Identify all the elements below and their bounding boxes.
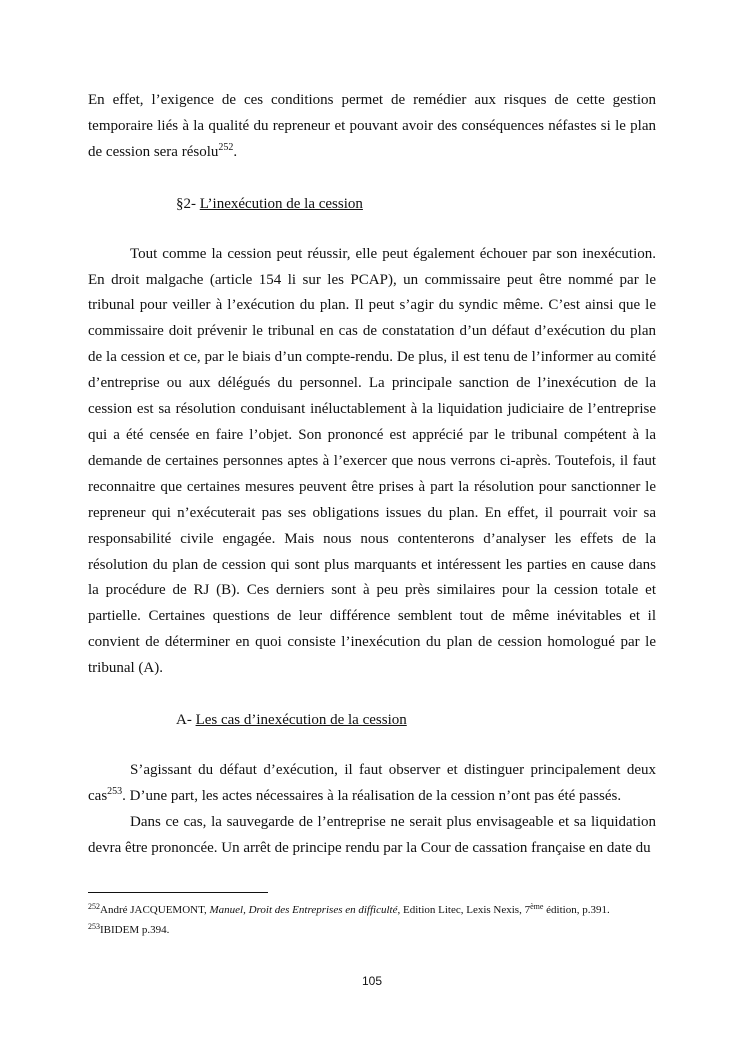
subsection-heading-title: Les cas d’inexécution de la cession <box>195 712 407 729</box>
footnotes <box>88 900 656 940</box>
paragraph-cases-before: S’agissant du défaut d’exécution, il faut observer et distinguer principalement deux cas <box>88 761 656 804</box>
footnote-edition-sup: ème <box>530 902 544 911</box>
footnote-252 <box>88 900 656 920</box>
footnote-rest: édition, p.391. <box>543 904 610 916</box>
footnote-author: André JACQUEMONT, <box>100 904 210 916</box>
subsection-heading-prefix: A- <box>176 712 196 729</box>
footnote-ref-252[interactable]: 252 <box>218 141 234 153</box>
footnote-text: IBIDEM p.394. <box>100 924 170 936</box>
paragraph-intro <box>88 88 656 166</box>
section-heading-prefix: §2- <box>176 195 200 212</box>
paragraph-cases <box>88 758 656 810</box>
paragraph-intro-text: En effet, l’exigence de ces conditions permet de remédier aux risques de cette gestion temporaire liés à la qualité du repreneur et pouvant avoir des conséquences néfastes si le plan de cession sera résolu <box>88 92 656 160</box>
footnote-separator <box>88 892 268 893</box>
paragraph-main: Tout comme la cession peut réussir, elle peut également échouer par son inexécution. En droit malgache (article 154 li sur les PCAP), un commissaire peut être nommé par le tribunal pour veiller à l’exécution du plan. Il peut s’agir du syndic même. C’est ainsi que le commissaire doit prévenir le tribunal en cas de constatation d’un défaut d’exécution du plan de la cession et ce, par le biais d’un compte-rendu. De plus, il est tenu de l’informer au comité d’entreprise ou aux délégués du personnel. La principale sanction de l’inexécution de la cession est sa résolution conduisant inéluctablement à la liquidation judiciaire de l’entreprise qui a été censée en faire l’objet. Son prononcé est apprécié par le tribunal compétent à la demande de certaines personnes aptes à l’exercer que nous verrons ci-après. Toutefois, il faut reconnaitre que certaines mesures peuvent être prises à part la résolution pour sanctionner le repreneur qui n’exécuterait pas ses obligations issues du plan. En effet, il pourrait voir sa responsabilité civile engagée. Mais nous nous contenterons d’analyser les effets de la résolution du plan de cession qui sont plus marquants et intéressent les parties en cause dans la procédure de RJ (B). Ces derniers sont à peu près similaires pour la cession totale et partielle. Certaines questions de leur différence semblent tout de même inévitables et il convient de déterminer en quoi consiste l’inexécution du plan de cession homologué par le tribunal (A). <box>88 245 656 677</box>
paragraph-cases-after: . D’une part, les actes nécessaires à la réalisation de la cession n’ont pas été passés. <box>122 787 622 804</box>
footnote-publisher: , Edition Litec, Lexis Nexis, 7 <box>397 904 531 916</box>
document-body <box>88 88 656 862</box>
paragraph-last: Dans ce cas, la sauvegarde de l’entreprise ne serait plus envisageable et sa liquidation devra être prononcée. Un arrêt de principe rendu par la Cour de cassation française en date du <box>88 813 656 856</box>
footnote-number: 253 <box>88 922 100 931</box>
section-heading-title: L’inexécution de la cession <box>199 195 363 212</box>
footnote-ref-253[interactable]: 253 <box>107 785 123 797</box>
footnote-253 <box>88 920 656 940</box>
footnote-number: 252 <box>88 902 100 911</box>
subsection-heading <box>176 708 656 734</box>
page-number: 105 <box>361 974 383 988</box>
section-heading <box>176 192 656 218</box>
paragraph-intro-end: . <box>233 143 238 160</box>
footnote-book-title: Manuel, Droit des Entreprises en difficulté <box>209 904 398 916</box>
